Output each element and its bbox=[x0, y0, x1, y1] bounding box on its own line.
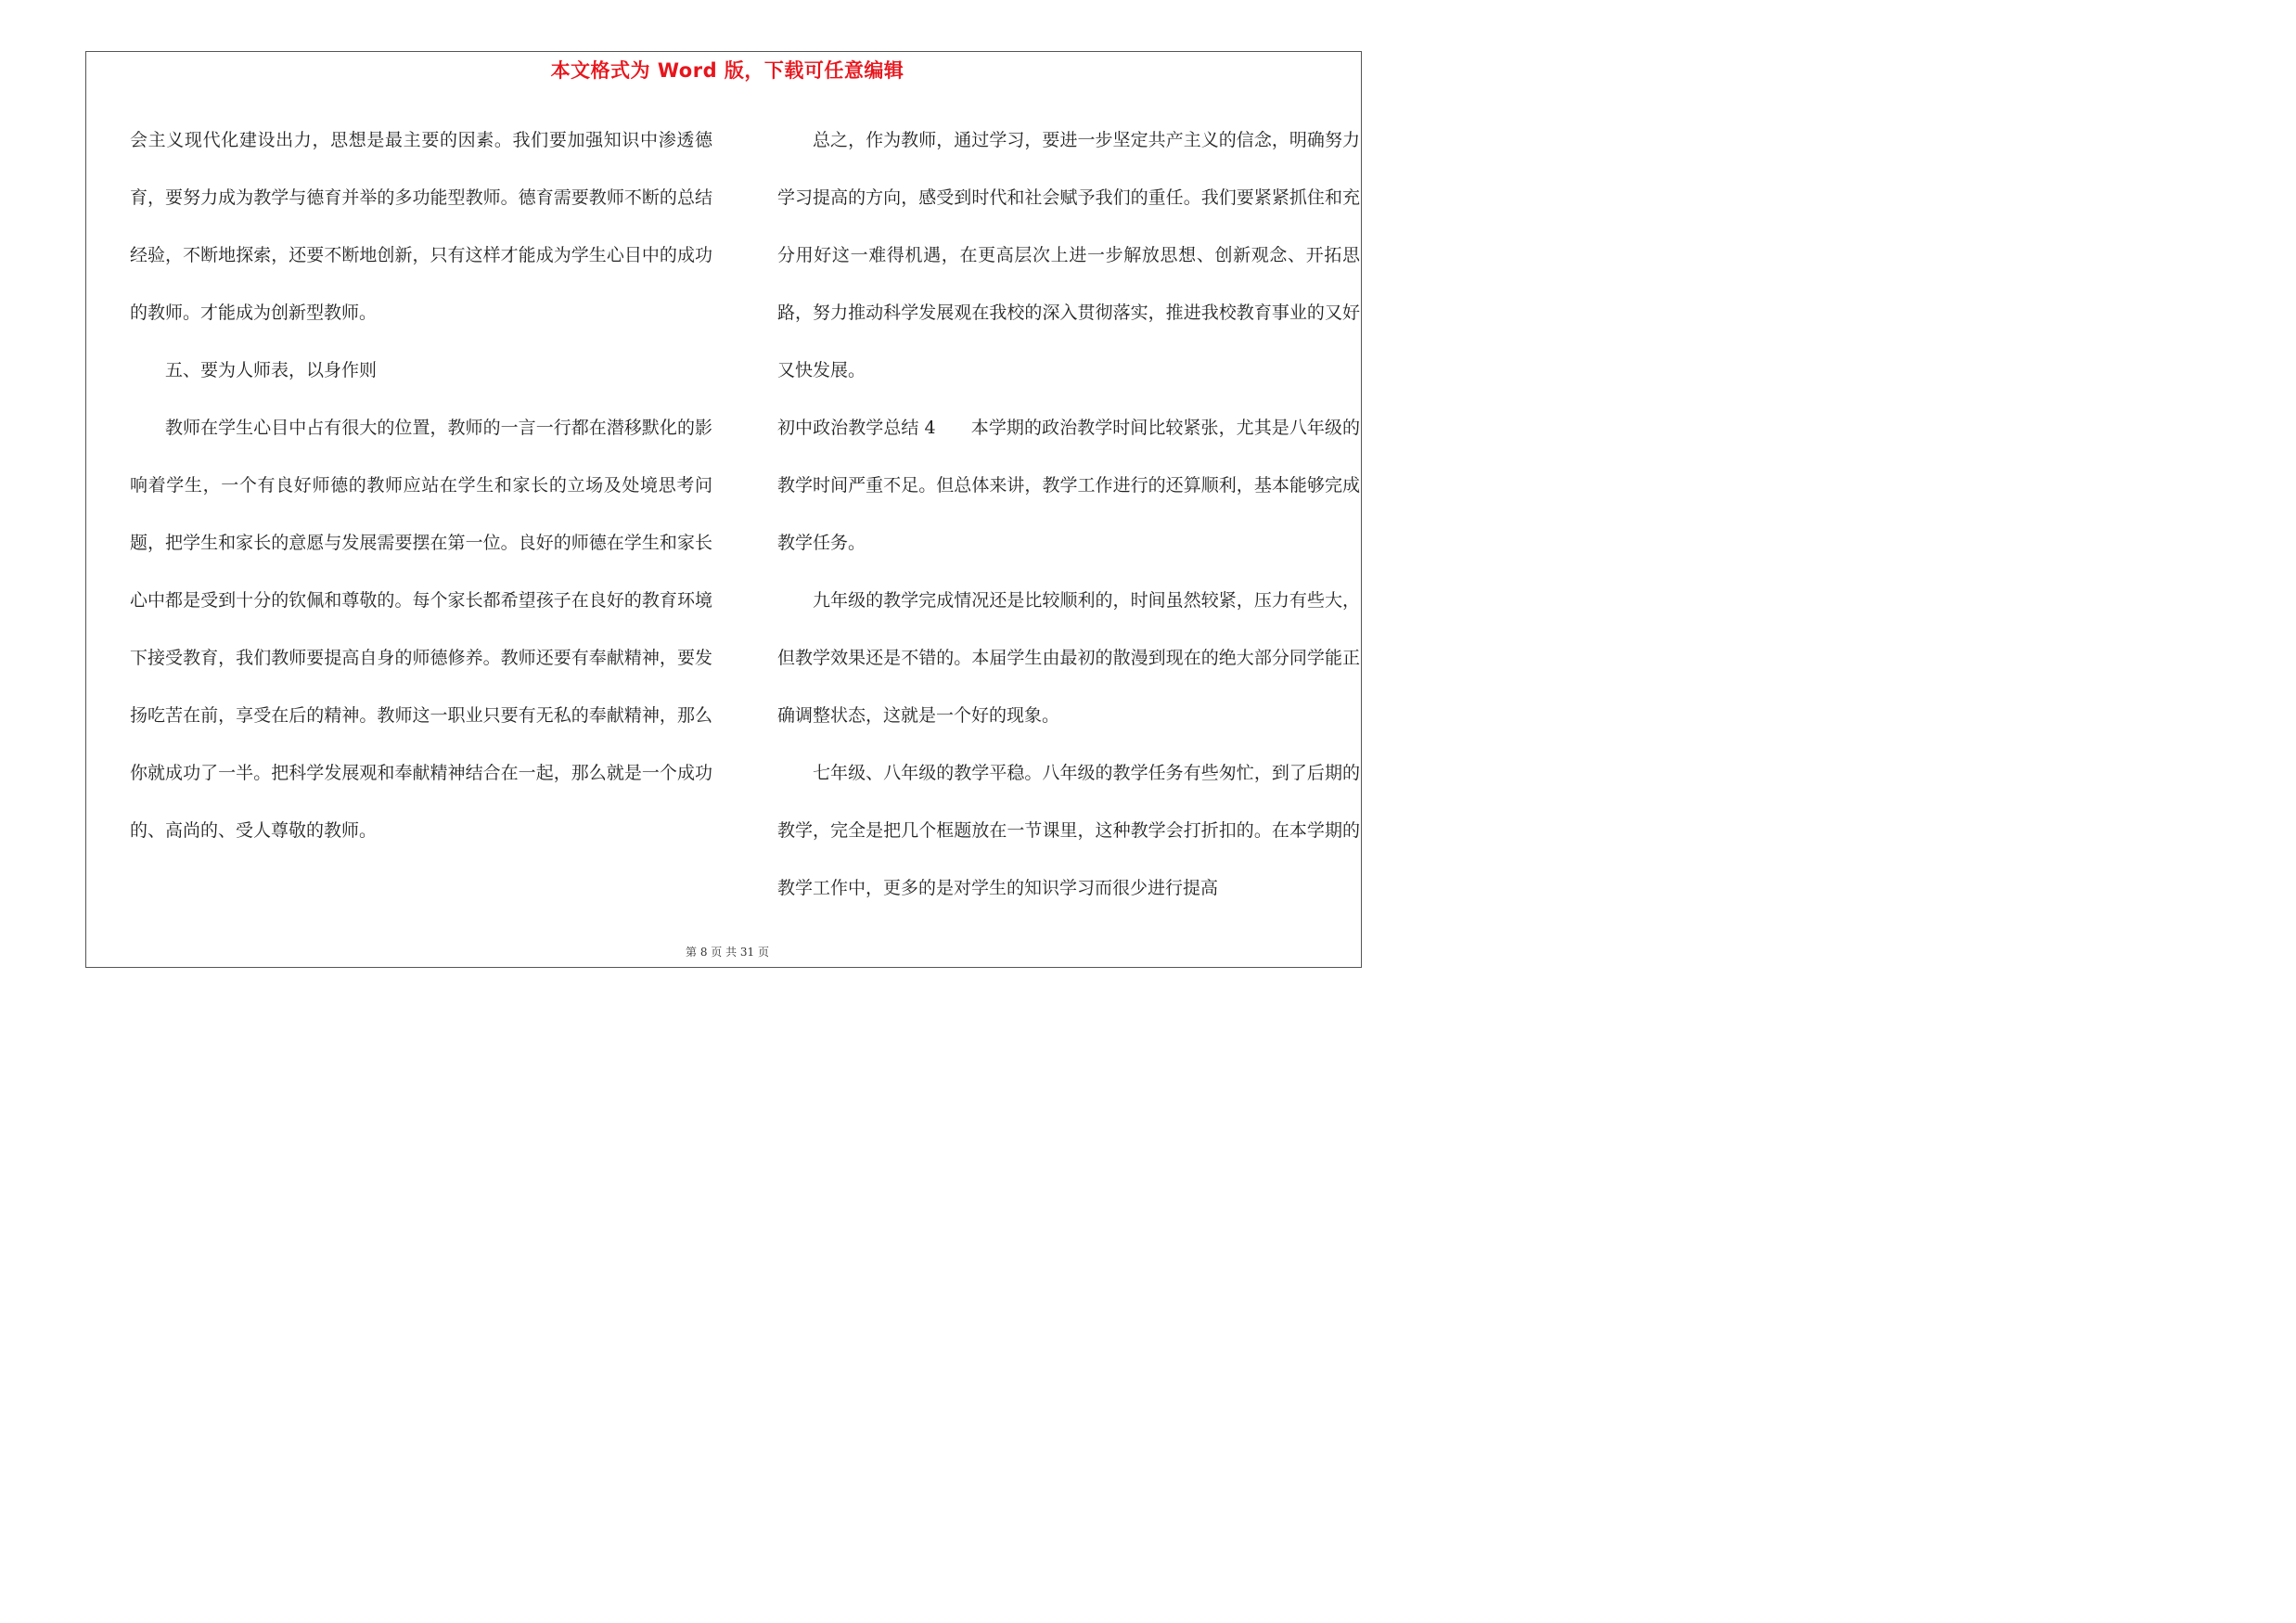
paragraph: 九年级的教学完成情况还是比较顺利的，时间虽然较紧，压力有些大，但教学效果还是不错的。本届学生由最初的散漫到现在的绝大部分同学能正确调整状态，这就是一个好的现象。 bbox=[777, 590, 1360, 726]
right-column bbox=[777, 111, 1360, 917]
paragraph: 教师在学生心目中占有很大的位置，教师的一言一行都在潜移默化的影响着学生，一个有良好师德的教师应站在学生和家长的立场及处境思考问题，把学生和家长的意愿与发展需要摆在第一位。良好的师德在学生和家长心中都是受到十分的钦佩和尊敬的。每个家长都希望孩子在良好的教育环境下接受教育，我们教师要提高自身的师德修养。教师还要有奉献精神，要发扬吃苦在前，享受在后的精神。教师这一职业只要有无私的奉献精神，那么你就成功了一半。把科学发展观和奉献精神结合在一起，那么就是一个成功的、高尚的、受人尊敬的教师。 bbox=[130, 418, 712, 841]
left-column bbox=[130, 111, 712, 859]
paragraph: 七年级、八年级的教学平稳。八年级的教学任务有些匆忙，到了后期的教学，完全是把几个框题放在一节课里，这种教学会打折扣的。在本学期的教学工作中，更多的是对学生的知识学习而很少进行提高 bbox=[777, 763, 1360, 898]
paragraph: 总之，作为教师，通过学习，要进一步坚定共产主义的信念，明确努力学习提高的方向，感受到时代和社会赋予我们的重任。我们要紧紧抓住和充分用好这一难得机遇，在更高层次上进一步解放思想、创新观念、开拓思路，努力推动科学发展观在我校的深入贯彻落实，推进我校教育事业的又好又快发展。 bbox=[777, 130, 1360, 380]
word-format-banner: 本文格式为 Word 版，下载可任意编辑 bbox=[550, 59, 904, 82]
paragraph: 初中政治教学总结 4 本学期的政治教学时间比较紧张，尤其是八年级的教学时间严重不足。但总体来讲，教学工作进行的还算顺利，基本能够完成教学任务。 bbox=[777, 418, 1360, 553]
page-number: 第 8 页 共 31 页 bbox=[686, 946, 769, 959]
section-heading: 五、要为人师表，以身作则 bbox=[165, 360, 378, 380]
paragraph: 会主义现代化建设出力，思想是最主要的因素。我们要加强知识中渗透德育，要努力成为教学与德育并举的多功能型教师。德育需要教师不断的总结经验，不断地探索，还要不断地创新，只有这样才能成为学生心目中的成功的教师。才能成为创新型教师。 bbox=[130, 130, 712, 323]
